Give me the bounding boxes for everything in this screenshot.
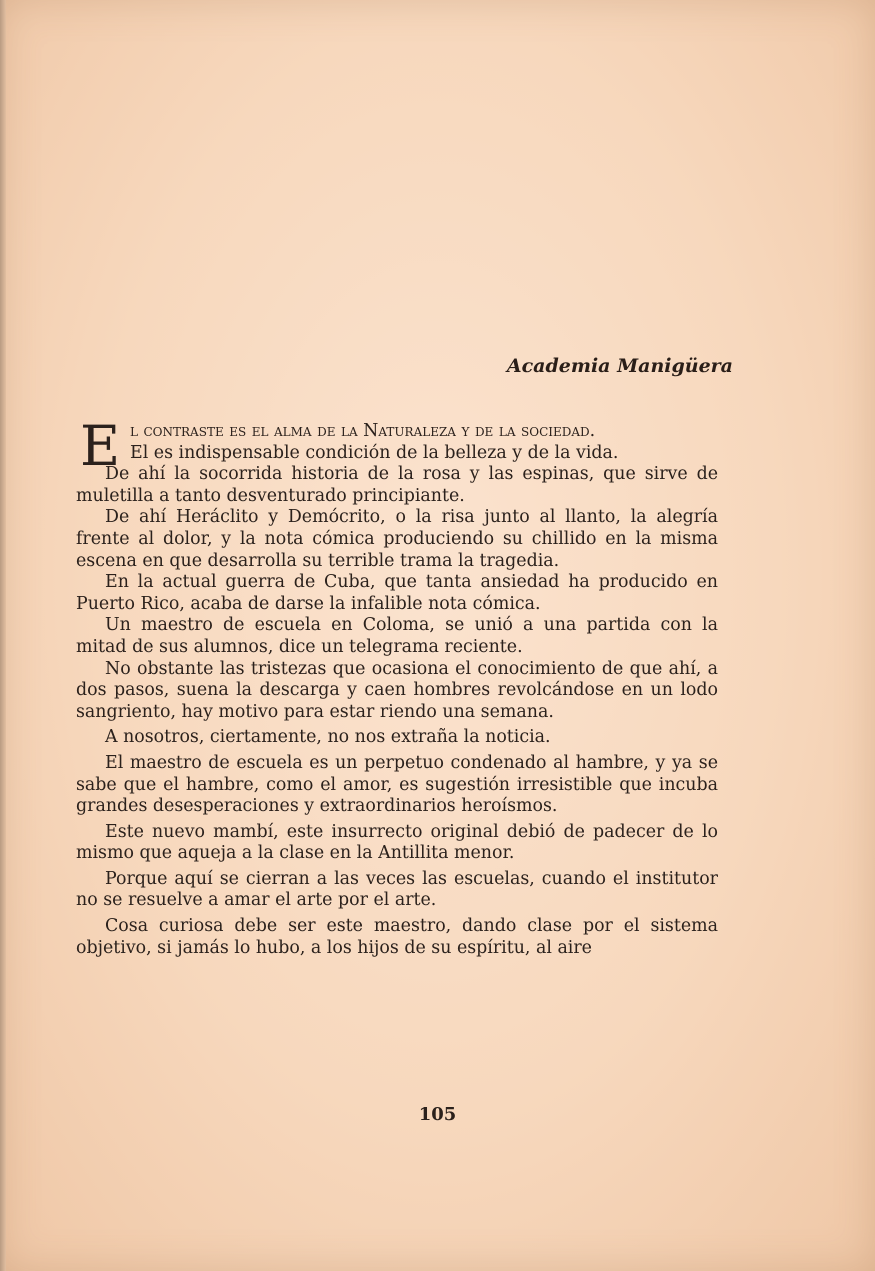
chapter-title: Academia Manigüera <box>506 355 733 377</box>
paragraph: El maestro de escuela es un perpetuo condenado al hambre, y ya se sabe que el hambre, como el amor, es sugestión irresistible que incuba grandes desesperaciones y extraordinarios heroísmos. <box>76 752 718 817</box>
paragraph: De ahí la socorrida historia de la rosa y las espinas, que sirve de muletilla a tanto desventurado principiante. <box>76 464 718 506</box>
paragraph: A nosotros, ciertamente, no nos extraña la noticia. <box>105 727 551 748</box>
paragraph: Este nuevo mambí, este insurrecto original debió de padecer de lo mismo que aqueja a la clase en la Antillita menor. <box>76 821 718 864</box>
paragraph: En la actual guerra de Cuba, que tanta ansiedad ha producido en Puerto Rico, acaba de darse la infalible nota cómica. <box>76 572 718 614</box>
page-binding-edge <box>0 0 6 1271</box>
opening-paragraph <box>76 414 718 478</box>
paragraph: Porque aquí se cierran a las veces las escuelas, cuando el institutor no se resuelve a amar el arte por el arte. <box>76 868 718 911</box>
drop-cap: E <box>80 414 121 478</box>
paragraph: Un maestro de escuela en Coloma, se unió a una partida con la mitad de sus alumnos, dice un telegrama reciente. <box>76 615 718 657</box>
opening-line-1: l contraste es el alma de la Naturaleza y de la sociedad. <box>130 421 596 441</box>
paragraph: De ahí Heráclito y Demócrito, o la risa junto al llanto, la alegría frente al dolor, y la nota cómica produciendo su chillido en la misma escena en que desarrolla su terrible trama la tragedia. <box>76 507 718 571</box>
opening-line-2: El es indispensable condición de la belleza y de la vida. <box>130 442 619 463</box>
body-text <box>76 414 718 959</box>
paragraph: No obstante las tristezas que ocasiona el conocimiento de que ahí, a dos pasos, suena la descarga y caen hombres revolcándose en un lodo sangriento, hay motivo para estar riendo una semana. <box>76 658 718 722</box>
paragraph: Cosa curiosa debe ser este maestro, dando clase por el sistema objetivo, si jamás lo hubo, a los hijos de su espíritu, al aire <box>76 916 718 958</box>
page-number: 105 <box>418 1104 457 1125</box>
